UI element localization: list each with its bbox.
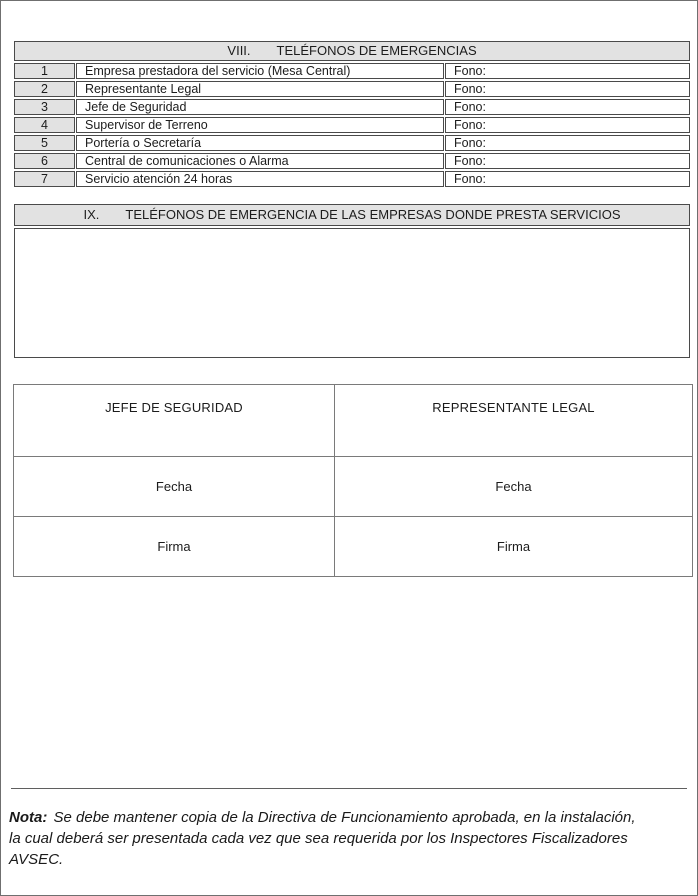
empty-content-box [14,228,690,358]
table-row [14,117,690,133]
table-row [14,135,690,151]
row-label: Central de comunicaciones o Alarma [76,153,444,169]
row-label: Supervisor de Terreno [76,117,444,133]
signature-table [13,384,693,577]
table-row [14,63,690,79]
note-divider-line [11,788,687,789]
date-cell-left: Fecha [14,457,335,517]
table-row [14,99,690,115]
section-ix-body-row [14,228,690,358]
section-ix-header-row [14,204,690,226]
row-number: 4 [14,117,75,133]
section-viii-header [14,41,690,61]
table-row [14,81,690,97]
row-number: 2 [14,81,75,97]
section-viii-header-row [14,41,690,61]
row-number: 5 [14,135,75,151]
row-phone-field: Fono: [445,117,690,133]
row-label: Empresa prestadora del servicio (Mesa Central) [76,63,444,79]
note-line: AVSEC. [9,851,64,868]
row-label: Portería o Secretaría [76,135,444,151]
row-label: Jefe de Seguridad [76,99,444,115]
section-ix-header [14,204,690,226]
signature-header-left: JEFE DE SEGURIDAD [14,385,335,457]
row-number: 6 [14,153,75,169]
emergency-phones-table [13,39,691,189]
section-viii-title: TELÉFONOS DE EMERGENCIAS [276,43,477,58]
row-phone-field: Fono: [445,153,690,169]
signature-cell-left: Firma [14,517,335,577]
row-number: 3 [14,99,75,115]
section-ix-title: TELÉFONOS DE EMERGENCIA DE LAS EMPRESAS DONDE PRESTA SERVICIOS [125,207,621,222]
signature-row [14,517,693,577]
row-phone-field: Fono: [445,171,690,187]
table-row [14,153,690,169]
signature-cell-right: Firma [335,517,693,577]
row-label: Representante Legal [76,81,444,97]
signature-header-row [14,385,693,457]
table-row [14,171,690,187]
signature-header-right: REPRESENTANTE LEGAL [335,385,693,457]
note-line: la cual deberá ser presentada cada vez que sea requerida por los Inspectores Fiscalizadores [9,830,628,847]
row-number: 1 [14,63,75,79]
section-ix-numeral: IX. [83,207,100,222]
row-phone-field: Fono: [445,63,690,79]
note-label: Nota: [9,809,48,826]
row-phone-field: Fono: [445,99,690,115]
note-text: Se debe mantener copia de la Directiva de Funcionamiento aprobada, en la instalación, [53,809,636,826]
row-phone-field: Fono: [445,81,690,97]
note-line [9,807,695,828]
date-cell-right: Fecha [335,457,693,517]
row-phone-field: Fono: [445,135,690,151]
row-number: 7 [14,171,75,187]
company-emergency-phones-section [13,202,691,360]
date-row [14,457,693,517]
note [9,807,695,870]
section-viii-numeral: VIII. [227,43,251,58]
row-label: Servicio atención 24 horas [76,171,444,187]
